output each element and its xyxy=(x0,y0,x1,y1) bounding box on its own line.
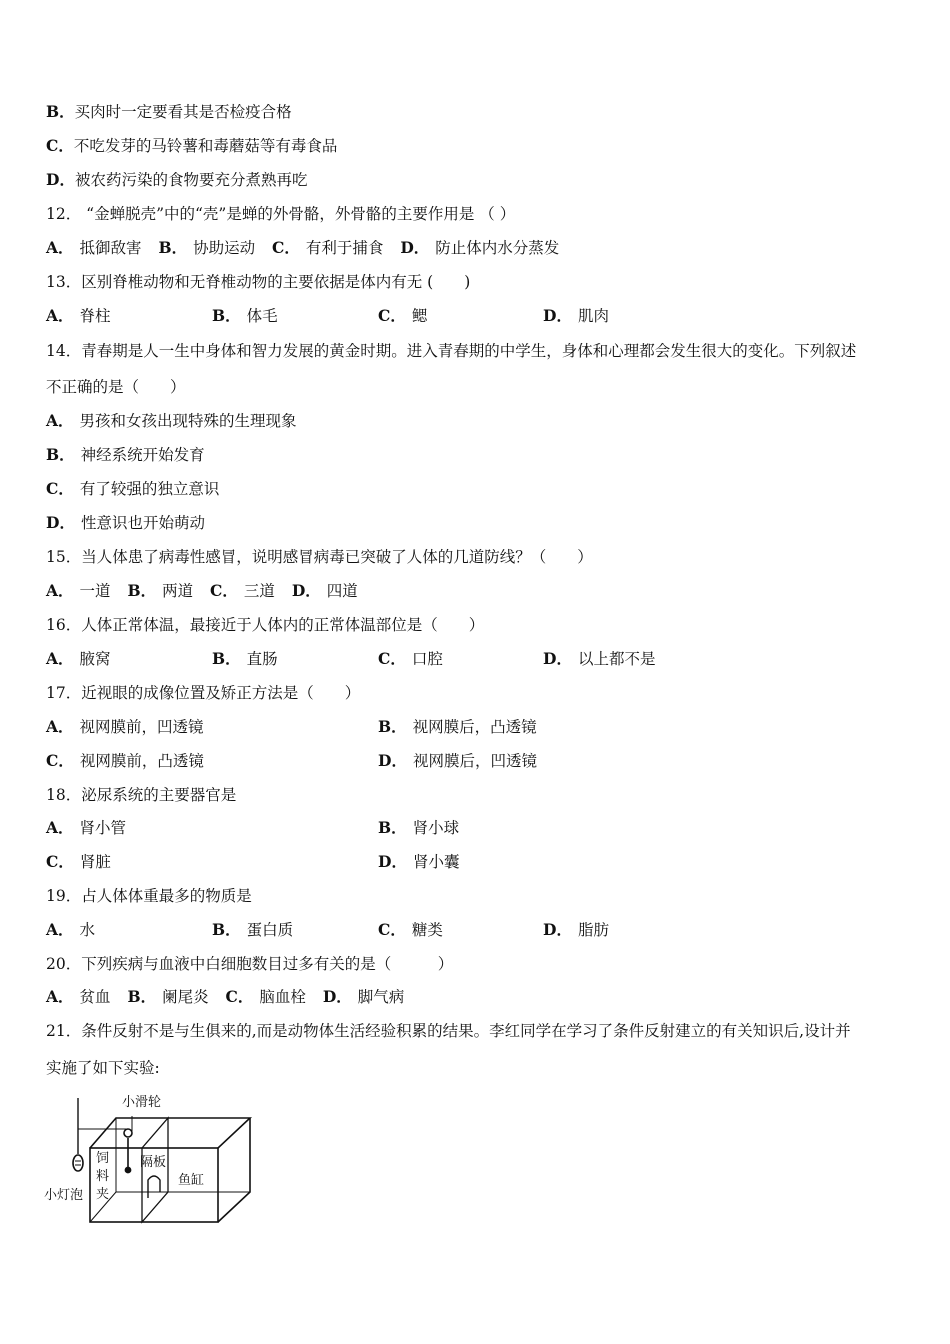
pulley-label: 小滑轮 xyxy=(122,1095,162,1110)
option-c-line: C．不吃发芽的马铃薯和毒蘑菇等有毒食品 xyxy=(46,136,338,155)
pulley xyxy=(124,1129,132,1137)
question-18-option-c: C． 肾脏 xyxy=(46,852,111,871)
question-13-option-c: C． 鳃 xyxy=(378,306,428,325)
bulb-label: 小灯泡 xyxy=(44,1188,84,1203)
question-19-option-b: B． 蛋白质 xyxy=(212,920,294,939)
question-21-stem-cont: 实施了如下实验: xyxy=(46,1059,160,1077)
question-18-stem: 18．泌尿系统的主要器官是 xyxy=(46,786,237,804)
question-12-options: A． 抵御敌害 B． 协助运动 C． 有利于捕食 D． 防止体内水分蒸发 xyxy=(46,238,560,257)
question-13-stem: 13．区别脊椎动物和无脊椎动物的主要依据是体内有无 ( ) xyxy=(46,273,471,291)
feeding-tube xyxy=(148,1176,160,1198)
question-16-stem: 16．人体正常体温，最接近于人体内的正常体温部位是（ ） xyxy=(46,616,485,634)
question-16-option-c: C． 口腔 xyxy=(378,649,443,668)
question-16-option-b: B． 直肠 xyxy=(212,649,278,668)
question-18-option-a: A． 肾小管 xyxy=(46,818,127,837)
question-18-option-b: B． 肾小球 xyxy=(378,818,460,837)
question-19-option-a: A． 水 xyxy=(46,920,96,939)
question-17-option-c: C． 视网膜前，凸透镜 xyxy=(46,751,204,770)
question-17-stem: 17．近视眼的成像位置及矫正方法是（ ） xyxy=(46,684,361,702)
partition-label: 隔板 xyxy=(140,1155,167,1170)
question-14-stem: 14．青春期是人一生中身体和智力发展的黄金时期。进入青春期的中学生，身体和心理都会发生很大的变化。下列叙述 xyxy=(46,342,857,360)
question-17-option-b: B． 视网膜后，凸透镜 xyxy=(378,717,537,736)
question-14-option-d: D． 性意识也开始萌动 xyxy=(46,513,205,532)
question-13-option-b: B． 体毛 xyxy=(212,306,278,325)
option-b-line: B．买肉时一定要看其是否检疫合格 xyxy=(46,102,292,121)
feeder-label-1: 饲 xyxy=(96,1151,110,1166)
tank-label: 鱼缸 xyxy=(178,1173,205,1188)
question-19-option-c: C． 糖类 xyxy=(378,920,443,939)
tank-top-edges xyxy=(90,1118,250,1148)
question-16-option-a: A． 腋窝 xyxy=(46,649,111,668)
question-20-options: A． 贫血 B． 阑尾炎 C． 脑血栓 D． 脚气病 xyxy=(46,987,405,1006)
question-20-stem: 20．下列疾病与血液中白细胞数目过多有关的是（ ） xyxy=(46,955,454,973)
question-13-option-d: D． 肌肉 xyxy=(543,306,609,325)
question-15-options: A． 一道 B． 两道 C． 三道 D． 四道 xyxy=(46,581,358,600)
question-19-option-d: D． 脂肪 xyxy=(543,920,609,939)
question-14-stem-cont: 不正确的是（ ） xyxy=(46,378,186,396)
question-21-stem: 21．条件反射不是与生俱来的,而是动物体生活经验积累的结果。李红同学在学习了条件反射建立的有关知识后,设计并 xyxy=(46,1022,851,1040)
question-17-option-a: A． 视网膜前，凹透镜 xyxy=(46,717,204,736)
experiment-diagram xyxy=(44,1088,260,1228)
option-d-line: D．被农药污染的食物要充分煮熟再吃 xyxy=(46,170,308,189)
question-15-stem: 15．当人体患了病毒性感冒，说明感冒病毒已突破了人体的几道防线？（ ） xyxy=(46,548,593,566)
feeder-label-2: 料 xyxy=(96,1169,110,1184)
question-17-option-d: D． 视网膜后，凹透镜 xyxy=(378,751,537,770)
question-14-option-a: A． 男孩和女孩出现特殊的生理现象 xyxy=(46,411,297,430)
bulb xyxy=(73,1155,83,1171)
question-19-stem: 19．占人体体重最多的物质是 xyxy=(46,887,252,905)
question-13-option-a: A． 脊柱 xyxy=(46,306,111,325)
question-14-option-c: C． 有了较强的独立意识 xyxy=(46,479,220,498)
partition xyxy=(142,1118,168,1222)
question-18-option-d: D． 肾小囊 xyxy=(378,852,460,871)
question-12-stem: 12． “金蝉脱壳”中的“壳”是蝉的外骨骼，外骨骼的主要作用是 （ ） xyxy=(46,205,516,223)
feeder-label-3: 夹 xyxy=(96,1187,110,1202)
question-14-option-b: B． 神经系统开始发育 xyxy=(46,445,205,464)
question-16-option-d: D． 以上都不是 xyxy=(543,649,656,668)
